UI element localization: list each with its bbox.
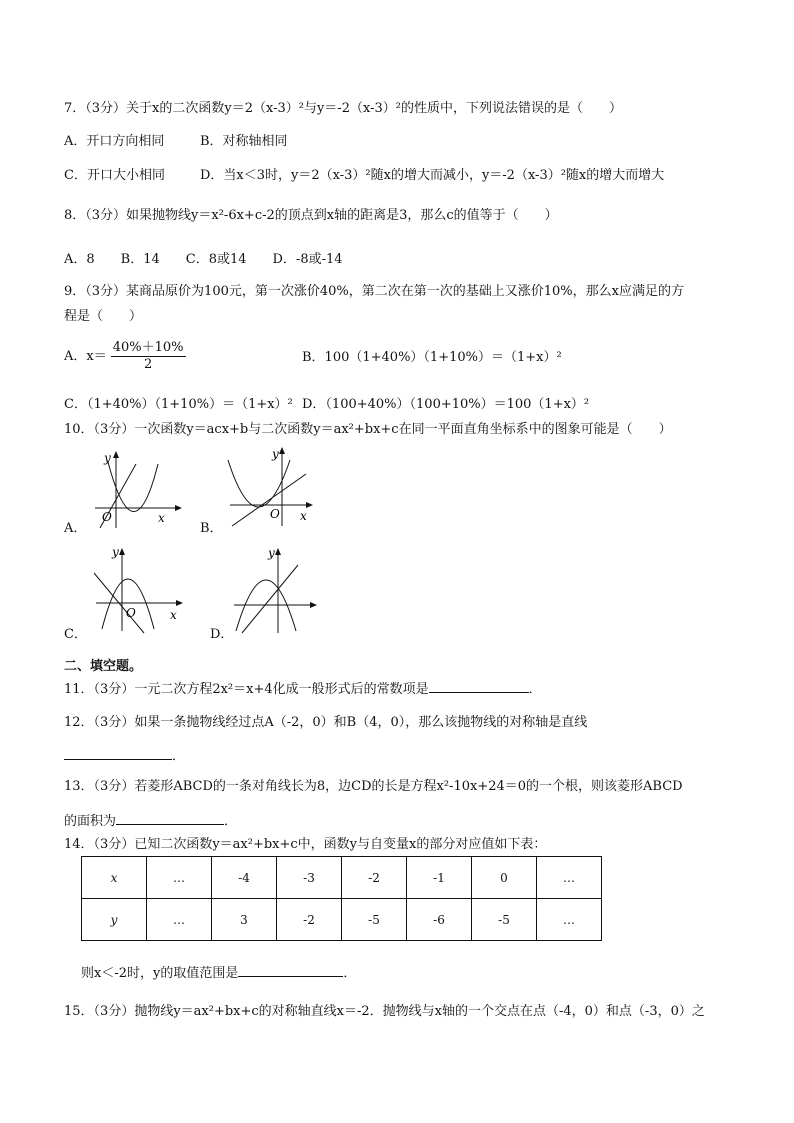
- fraction-denominator: 2: [143, 357, 153, 372]
- q9-option-a-prefix: A．: [64, 349, 87, 364]
- graph-a-x-label: x: [158, 511, 165, 525]
- q13-stem-line1: 13．（3分）若菱形ABCD的一条对角线长为8，边CD的长是方程x²-10x+24＝0的一个根，则该菱形ABCD: [64, 779, 683, 794]
- table-cell: …: [537, 899, 602, 941]
- q9-option-a-fraction: [111, 340, 186, 373]
- q9-stem-line2: 程是（ ）: [64, 309, 143, 324]
- table-cell: 3: [212, 899, 277, 941]
- q7-option-c: C．开口大小相同: [64, 168, 165, 183]
- table-cell: x: [82, 857, 147, 899]
- table-cell: -6: [407, 899, 472, 941]
- q14-after: 则x＜-2时，y的取值范围是: [81, 966, 239, 981]
- q13-stem-line2: 的面积为: [64, 814, 117, 829]
- section-title: 二、填空题。: [64, 659, 143, 674]
- q10-graph-b: [220, 444, 320, 528]
- q9-option-c: C．（1+40%）（1+10%）＝（1+x）²: [64, 397, 293, 412]
- q15-stem: 15．（3分）抛物线y＝ax²+bx+c的对称轴直线x＝-2．抛物线与x轴的一个交点在点（-4，0）和点（-3，0）之: [64, 1004, 705, 1019]
- q7-option-d: D．当x＜3时，y＝2（x-3）²随x的增大而减小，y＝-2（x-3）²随x的增大而增大: [200, 168, 665, 183]
- q8-stem: 8．（3分）如果抛物线y＝x²-6x+c-2的顶点到x轴的距离是3，那么c的值等于（ ）: [64, 208, 558, 223]
- table-row-y: [82, 899, 602, 941]
- q14-end: ．: [343, 966, 357, 981]
- q14-answer-blank[interactable]: [238, 962, 343, 977]
- graph-a-y-label: y: [104, 451, 111, 465]
- table-cell: -3: [277, 857, 342, 899]
- q12-answer-blank[interactable]: [64, 745, 172, 760]
- graph-c-x-label: x: [170, 608, 177, 622]
- table-row-x: [82, 857, 602, 899]
- table-cell: -5: [472, 899, 537, 941]
- q9-stem-line1: 9．（3分）某商品原价为100元，第一次涨价40%，第二次在第一次的基础上又涨价10%，那么x应满足的方: [64, 284, 684, 299]
- q13-end: ．: [224, 814, 238, 829]
- graph-d-y-label: y: [268, 546, 275, 560]
- graph-a-origin-label: O: [102, 510, 112, 524]
- q9-option-d: D．（100+40%）（100+10%）＝100（1+x）²: [302, 397, 590, 412]
- q11-stem: 11．（3分）一元二次方程2x²＝x+4化成一般形式后的常数项是: [64, 682, 429, 697]
- q12-end: ．: [172, 749, 186, 764]
- q10-option-c-label: C．: [64, 627, 87, 642]
- table-cell: y: [82, 899, 147, 941]
- graph-b-origin-label: O: [270, 507, 280, 521]
- q9-option-a-lhs: x＝: [86, 349, 107, 364]
- table-cell: -2: [342, 857, 407, 899]
- q10-graph-c: [88, 543, 188, 635]
- q14-after-line: [81, 962, 356, 983]
- table-cell: -2: [277, 899, 342, 941]
- graph-b-y-label: y: [272, 447, 279, 461]
- table-cell: …: [147, 899, 212, 941]
- q9-option-a: [64, 340, 186, 373]
- table-cell: -1: [407, 857, 472, 899]
- q10-option-a-label: A．: [64, 521, 87, 536]
- q12-line2: [64, 745, 185, 766]
- q13-answer-blank[interactable]: [116, 810, 224, 825]
- fraction-numerator: 40%＋10%: [112, 340, 184, 355]
- table-cell: -4: [212, 857, 277, 899]
- q14-value-table: [81, 856, 602, 941]
- q11-line: [64, 678, 542, 699]
- table-cell: …: [537, 857, 602, 899]
- q11-answer-blank[interactable]: [429, 678, 529, 693]
- q11-end: ．: [528, 682, 542, 697]
- table-cell: …: [147, 857, 212, 899]
- graph-c-y-label: y: [112, 545, 119, 559]
- q10-graph-a: [90, 450, 190, 530]
- table-cell: -5: [342, 899, 407, 941]
- q12-stem: 12．（3分）如果一条抛物线经过点A（-2，0）和B（4，0），那么该抛物线的对称轴是直线: [64, 715, 588, 730]
- q7-option-b: B．对称轴相同: [200, 134, 288, 149]
- table-cell: 0: [472, 857, 537, 899]
- graph-b-x-label: x: [300, 509, 307, 523]
- q10-option-b-label: B．: [200, 521, 223, 536]
- q9-option-b: B．100（1+40%）（1+10%）＝（1+x）²: [302, 350, 562, 365]
- q10-graph-d: [230, 543, 320, 635]
- q10-stem: 10．（3分）一次函数y＝acx+b与二次函数y＝ax²+bx+c在同一平面直角坐标系中的图象可能是（ ）: [64, 422, 672, 437]
- q7-option-a: A．开口方向相同: [64, 134, 165, 149]
- q10-option-d-label: D．: [210, 627, 234, 642]
- q13-line2: [64, 810, 237, 831]
- q8-options: A．8 B．14 C．8或14 D．-8或-14: [64, 252, 343, 267]
- q14-stem: 14．（3分）已知二次函数y＝ax²+bx+c中，函数y与自变量x的部分对应值如下表：: [64, 837, 547, 852]
- graph-c-origin-label: O: [126, 606, 136, 620]
- q7-stem: 7．（3分）关于x的二次函数y＝2（x-3）²与y＝-2（x-3）²的性质中，下列说法错误的是（ ）: [64, 101, 622, 116]
